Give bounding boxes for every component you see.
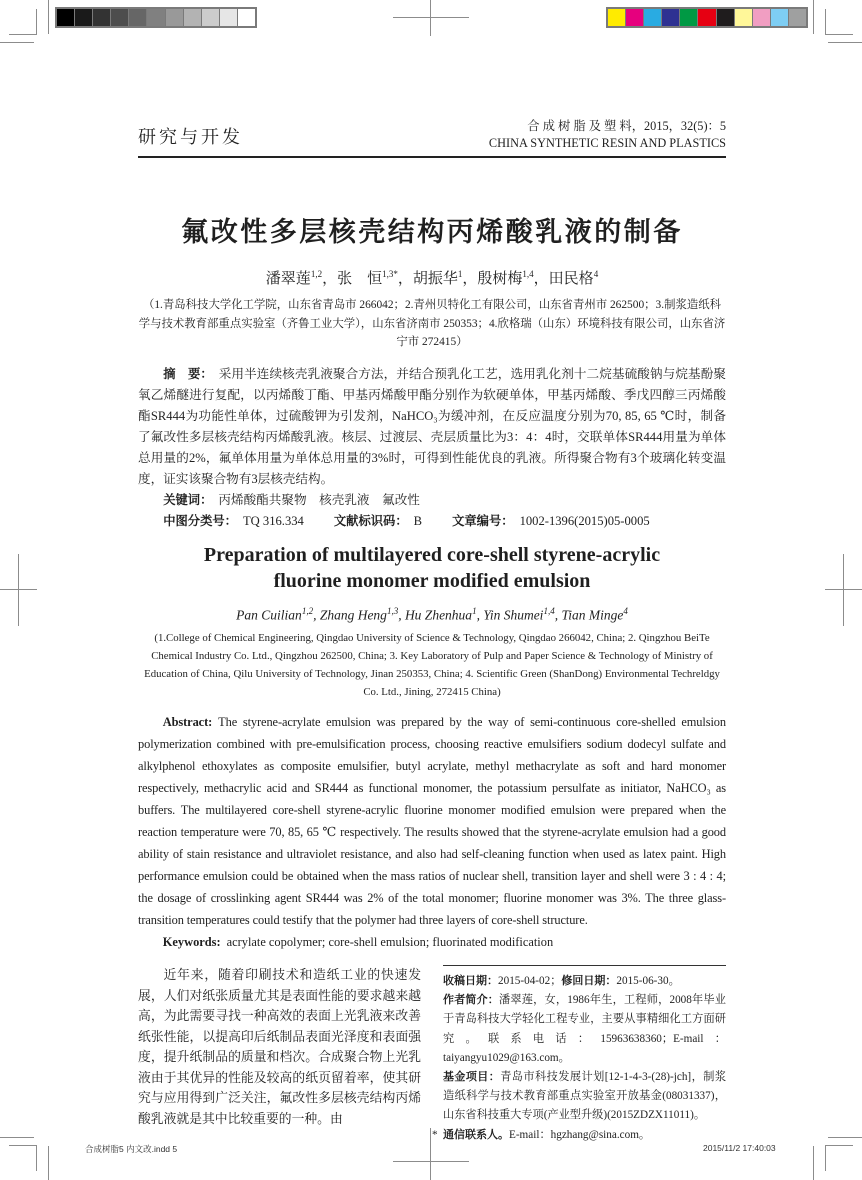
crop-mark-top-right <box>825 9 826 35</box>
author-name: Zhang Heng <box>319 607 387 622</box>
affiliations-en: (1.College of Chemical Engineering, Qingdao University of Science & Technology, Qingdao 266042, China; 2. Qingzhou BeiTe Chemical Industry Co. Ltd., Qingzhou 262500, China; 3. Key Laboratory of Pulp and Paper Science & Technology of Ministry of Education of China, Qilu University of Technology, Jinan 250353, China; 4. Scientific Green (ShanDong) Environmental Techreldgy Co. Ltd., Jining, 272415 China) <box>144 632 720 698</box>
abstract-en <box>138 711 726 931</box>
intro-paragraph: 近年来，随着印刷技术和造纸工业的快速发展，人们对纸张质量尤其是表面性能的要求越来越高，为此需要寻找一种高效的表面上光乳液来改善纸张性能，以提高印后纸制品表面光泽度和表面强度，提升纸制品的质量和档次。合成聚合物上光乳液由于其优异的性能及较高的纸页留着率，使其研究与应用得到广泛关注，氟改性多层核壳结构丙烯酸乳液就是其中比较重要的一种。由 <box>138 968 421 1126</box>
abstract-text-cn: 采用半连续核壳乳液聚合方法，并结合预乳化工艺，选用乳化剂十二烷基硫酸钠与烷基酚聚氧乙烯醚进行复配，以丙烯酸丁酯、甲基丙烯酸甲酯分别作为软硬单体，甲基丙烯酸、季戊四醇三丙烯酸酯SR444为功能性单体，过硫酸钾为引发剂，NaHCO₃为缓冲剂，在反应温度分别为70, 85, 65 ℃时，制备了氟改性多层核壳结构丙烯酸乳液。核层、过渡层、壳层质量比为3：4：4时，交联单体SR444用量为单体总用量的2%，氟单体用量为单体总用量的3%时，可得到性能优良的乳液。所得聚合物有3个玻璃化转变温度，证实该聚合物有3层核壳结构。 <box>138 366 726 486</box>
calibration-swatch <box>662 9 679 26</box>
clc-label: 中图分类号： <box>163 513 237 528</box>
author-name: Hu Zhenhua <box>404 607 473 622</box>
author-separator: , <box>554 607 562 622</box>
calibration-swatch <box>753 9 770 26</box>
section-title: 研究与开发 <box>138 127 243 147</box>
footnote-entry <box>432 1126 726 1145</box>
keywords-label-en: Keywords: <box>162 935 221 949</box>
article-title-cn: 氟改性多层核壳结构丙烯酸乳液的制备 <box>181 217 683 247</box>
author-superscript: 4 <box>623 605 628 616</box>
abstract-label-cn: 摘 要： <box>163 366 213 381</box>
calibration-swatch <box>57 9 74 26</box>
calibration-swatch <box>202 9 219 26</box>
footnotes <box>432 965 727 1145</box>
crop-mark-bottom-right <box>826 1145 853 1146</box>
crop-mark-bottom-right <box>825 1145 826 1171</box>
article-title-en <box>138 542 726 594</box>
footnote-text: 青岛市科技发展计划[12-1-4-3-(28)-jch]，制浆造纸科学与技术教育部重点实验室开放基金(08031337)，山东省科技重大专项(产业型升级)(2015ZDZX11011)。 <box>443 1071 727 1122</box>
author-superscript: 1,3 <box>386 605 399 616</box>
calibration-swatch <box>147 9 164 26</box>
footnote-text: 2015-06-30。 <box>616 975 680 987</box>
crop-mark-top-right <box>826 34 853 35</box>
author-separator: ， <box>397 271 413 287</box>
footer-filename: 合成树脂5 内文改.indd 5 <box>85 1144 178 1154</box>
author-superscript: 1,2 <box>310 269 323 279</box>
footnote-label: 修回日期： <box>561 975 617 987</box>
footnote-entry <box>443 972 726 991</box>
journal-header <box>138 118 726 158</box>
crop-mark-bottom-right <box>813 1146 814 1180</box>
crop-mark-top-left <box>0 42 34 43</box>
article-title-en-line2: fluorine monomer modified emulsion <box>273 569 591 592</box>
crop-mark-bottom-left <box>36 1145 37 1171</box>
calibration-swatch <box>735 9 752 26</box>
intro-column <box>138 965 421 1145</box>
authors-en <box>138 602 726 625</box>
register-cross-right-middle <box>825 589 862 590</box>
doc-code-value: B <box>413 513 423 528</box>
authors-cn <box>138 267 726 288</box>
abstract-label-en: Abstract: <box>162 715 213 729</box>
calibration-swatch <box>771 9 788 26</box>
calibration-swatch <box>717 9 734 26</box>
register-cross-right-middle <box>843 554 844 626</box>
calibration-swatch <box>75 9 92 26</box>
calibration-swatch <box>680 9 697 26</box>
crop-mark-top-left <box>48 0 49 34</box>
abstract-cn <box>138 364 726 490</box>
author-name: Pan Cuilian <box>236 607 302 622</box>
footer-timestamp: 2015/11/2 17:40:03 <box>703 1143 776 1153</box>
register-cross-left-middle <box>18 554 19 626</box>
article-no-value: 1002-1396(2015)05-0005 <box>519 513 650 528</box>
crop-mark-bottom-left <box>48 1146 49 1180</box>
author-superscript: 1,3* <box>382 269 398 279</box>
keywords-label-cn: 关键词： <box>163 492 213 507</box>
crop-mark-top-right <box>813 0 814 34</box>
author-superscript: 1,2 <box>301 605 314 616</box>
author-superscript: 1,4 <box>522 269 534 279</box>
crop-mark-top-left <box>36 9 37 35</box>
crop-mark-bottom-left <box>0 1137 34 1138</box>
keywords-text-en: acrylate copolymer; core-shell emulsion; fluorinated modification <box>226 935 554 949</box>
author-separator: ， <box>462 271 478 287</box>
calibration-swatch <box>220 9 237 26</box>
article-no-label: 文章编号： <box>452 513 514 528</box>
calibration-swatch <box>111 9 128 26</box>
calibration-swatch <box>626 9 643 26</box>
journal-citation-cn: 合 成 树 脂 及 塑 料，2015，32(5)：5 <box>527 119 726 133</box>
footnote-label: 基金项目： <box>443 1071 501 1084</box>
author-name: Yin Shumei <box>483 607 544 622</box>
footnote-label: 作者简介： <box>443 994 499 1007</box>
author-name: 潘翠莲 <box>265 271 311 287</box>
calibration-swatch <box>129 9 146 26</box>
author-name: 张 恒 <box>337 271 383 287</box>
author-name: 胡振华 <box>412 271 458 287</box>
author-name: 殷树梅 <box>477 271 523 287</box>
calibration-swatch <box>698 9 715 26</box>
footnote-entry <box>443 1068 726 1126</box>
journal-info <box>489 118 726 151</box>
author-separator: , <box>398 607 405 622</box>
author-separator: ， <box>533 271 549 287</box>
calibration-swatch <box>644 9 661 26</box>
author-superscript: 1 <box>457 269 463 279</box>
page-content <box>138 118 726 1145</box>
grayscale-calibration-bar <box>55 7 257 28</box>
author-name: 田民格 <box>548 271 594 287</box>
footnote-text: E-mail：hgzhang@sina.com。 <box>509 1128 651 1141</box>
author-separator: ， <box>322 271 338 287</box>
crop-mark-top-right <box>828 42 862 43</box>
author-separator: , <box>313 607 320 622</box>
author-separator: , <box>476 607 484 622</box>
body-columns <box>138 965 726 1145</box>
register-cross-left-middle <box>0 589 37 590</box>
register-cross-bottom-center <box>393 1161 469 1162</box>
color-calibration-bar <box>606 7 808 28</box>
calibration-swatch <box>93 9 110 26</box>
author-superscript: 1 <box>472 605 477 616</box>
abstract-text-en: The styrene-acrylate emulsion was prepared by the way of semi-continuous core-shelled emulsion polymerization combined with pre-emulsification process, choosing reactive emulsifiers sodium dodecyl sulfate and alkylphenol ethoxylates as composite emulsifier, butyl acrylate, methyl methacrylate as soft and hard monomer respectively, methacrylic acid and SR444 as functional monomer, the potassium persulfate as initiator, NaHCO₃ as buffers. The multilayered core-shell styrene-acrylic fluorine monomer modified emulsion were prepared when the reaction temperature were 70, 85, 65 ℃ respectively. The results showed that the styrene-acrylate emulsion had a good ability of stain resistance and ultraviolet resistance, and also had self-cleaning function when used as latex paint. High performance emulsion could be obtained when the mass ratios of nuclear shell, transition layer and shell were 3 : 4 : 4; the dosage of crosslinking agent SR444 was 2% of the total monomer; fluorine monomer was 3%. The three glass-transition temperatures could testify that the polymer had three layers of core-shell structure. <box>138 715 726 927</box>
calibration-swatch <box>238 9 255 26</box>
doc-code-label: 文献标识码： <box>333 513 408 528</box>
calibration-swatch <box>184 9 201 26</box>
classification-line <box>138 511 726 532</box>
calibration-swatch <box>166 9 183 26</box>
affiliations-cn: （1.青岛科技大学化工学院，山东省青岛市 266042；2.青州贝特化工有限公司，山东省青州市 262500；3.制浆造纸科学与技术教育部重点实验室（齐鲁工业大学），山东省济南市 250353；4.欣格瑞（山东）环境科技有限公司，山东省济宁市 272415） <box>138 299 726 348</box>
register-cross-top-center <box>393 17 469 18</box>
footnote-star: * <box>432 1128 438 1141</box>
clc-value: TQ 316.334 <box>242 513 304 528</box>
article-title-en-line1: Preparation of multilayered core-shell styrene-acrylic <box>203 543 661 566</box>
footnote-text: 潘翠莲，女，1986年生，工程师，2008年毕业于青岛科技大学轻化工程专业，主要从事精细化工方面研究。联系电话：15963638360；E-mail：taiyangyu1029@163.com。 <box>443 994 726 1064</box>
calibration-swatch <box>608 9 625 26</box>
keywords-en <box>138 931 726 953</box>
footnote-label: 收稿日期： <box>443 975 498 987</box>
footnote-label: 通信联系人。 <box>443 1128 509 1141</box>
keywords-cn <box>138 490 726 511</box>
crop-mark-bottom-right <box>828 1137 862 1138</box>
footnote-text: 2015-04-02； <box>498 975 562 987</box>
author-name: Tian Minge <box>561 607 624 622</box>
author-superscript: 4 <box>593 269 599 279</box>
calibration-swatch <box>789 9 806 26</box>
register-cross-top-center <box>430 0 431 36</box>
author-superscript: 1,4 <box>543 605 555 616</box>
crop-mark-top-left <box>9 34 36 35</box>
journal-name-en: CHINA SYNTHETIC RESIN AND PLASTICS <box>488 135 726 150</box>
footnote-entry <box>443 991 726 1068</box>
crop-mark-bottom-left <box>9 1145 36 1146</box>
keywords-text-cn: 丙烯酸酯共聚物 核壳乳液 氟改性 <box>218 492 420 507</box>
